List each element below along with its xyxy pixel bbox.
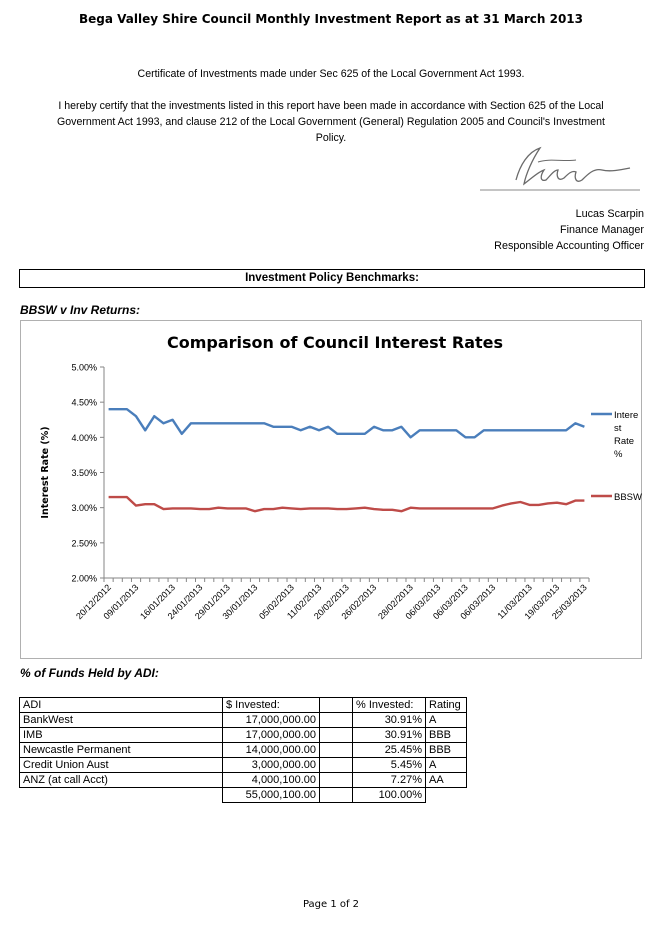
cell-adi: Credit Union Aust	[20, 758, 223, 773]
x-tick-label: 25/03/2013	[549, 582, 589, 622]
x-tick-label: 06/03/2013	[403, 582, 443, 622]
cell-pct: 5.45%	[353, 758, 426, 773]
x-tick-label: 20/02/2013	[311, 582, 351, 622]
x-tick-label: 16/01/2013	[138, 582, 178, 622]
total-blank	[20, 788, 223, 803]
x-tick-label: 06/03/2013	[430, 582, 470, 622]
page-number: Page 1 of 2	[302, 899, 360, 910]
certificate-line-1: I hereby certify that the investments listed in this report have been made in accordance with Section 625 of the Local	[58, 100, 604, 112]
cell-rating: BBB	[426, 728, 467, 743]
legend-label: BBSW	[614, 492, 642, 503]
signatory-role: Responsible Accounting Officer	[494, 240, 644, 252]
report-title: Bega Valley Shire Council Monthly Investment Report as at 31 March 2013	[78, 12, 584, 26]
header-rating: Rating	[426, 698, 467, 713]
x-tick-label: 11/02/2013	[285, 582, 324, 621]
certificate-line-2: Government Act 1993, and clause 212 of the Local Government (General) Regulation 2005 and Council's Investment	[57, 116, 605, 128]
cell-adi: BankWest	[20, 713, 223, 728]
cell-adi: ANZ (at call Acct)	[20, 773, 223, 788]
legend-label: Rate	[614, 436, 635, 447]
x-tick-label: 06/03/2013	[458, 582, 498, 622]
y-tick-label: 4.50%	[71, 397, 97, 408]
cell-spacer	[320, 713, 353, 728]
cell-invested: 17,000,000.00	[223, 713, 320, 728]
total-spacer	[320, 788, 353, 803]
x-tick-label: 24/01/2013	[165, 582, 205, 622]
signatory-position: Finance Manager	[559, 224, 644, 236]
certificate-line-3: Policy.	[315, 132, 347, 144]
cell-invested: 3,000,000.00	[223, 758, 320, 773]
table-row	[20, 773, 467, 788]
x-tick-label: 28/02/2013	[376, 582, 415, 622]
bbsw-section-label: BBSW v Inv Returns:	[20, 303, 141, 317]
x-tick-label: 20/12/2012	[74, 582, 113, 622]
cell-invested: 4,000,100.00	[223, 773, 320, 788]
signatory-name: Lucas Scarpin	[575, 208, 644, 220]
table-total-row	[20, 788, 467, 803]
y-tick-label: 2.50%	[71, 538, 97, 549]
legend-label: %	[614, 449, 623, 460]
x-tick-label: 19/03/2013	[522, 582, 562, 622]
table-row	[20, 728, 467, 743]
cell-rating: AA	[426, 773, 467, 788]
cell-spacer	[320, 728, 353, 743]
funds-section-label: % of Funds Held by ADI:	[20, 666, 159, 680]
cell-pct: 25.45%	[353, 743, 426, 758]
header-pct: % Invested:	[353, 698, 426, 713]
cell-spacer	[320, 743, 353, 758]
cell-pct: 30.91%	[353, 713, 426, 728]
cell-rating: A	[426, 758, 467, 773]
cell-pct: 7.27%	[353, 773, 426, 788]
cell-spacer	[320, 773, 353, 788]
y-tick-label: 3.00%	[71, 503, 97, 514]
x-tick-label: 26/02/2013	[339, 582, 379, 622]
cell-spacer	[320, 758, 353, 773]
cell-rating: A	[426, 713, 467, 728]
chart-title: Comparison of Council Interest Rates	[166, 333, 504, 352]
y-tick-label: 2.00%	[71, 573, 97, 584]
x-tick-label: 05/02/2013	[257, 582, 297, 622]
table-header-row	[20, 698, 467, 713]
legend-label: st	[614, 423, 622, 434]
x-tick-label: 11/03/2013	[495, 582, 534, 621]
y-tick-label: 4.00%	[71, 432, 97, 443]
header-spacer	[320, 698, 353, 713]
interest-rate-chart	[20, 320, 642, 659]
table-row	[20, 743, 467, 758]
header-adi: ADI	[20, 698, 223, 713]
signature-image	[480, 140, 640, 200]
cell-pct: 30.91%	[353, 728, 426, 743]
cell-invested: 14,000,000.00	[223, 743, 320, 758]
total-blank-rating	[426, 788, 467, 803]
total-invested: 55,000,100.00	[223, 788, 320, 803]
y-tick-label: 3.50%	[71, 468, 97, 478]
funds-table	[19, 697, 467, 803]
total-pct: 100.00%	[353, 788, 426, 803]
cell-rating: BBB	[426, 743, 467, 758]
x-tick-label: 30/01/2013	[220, 582, 260, 622]
x-tick-label: 09/01/2013	[101, 582, 141, 622]
cell-adi: Newcastle Permanent	[20, 743, 223, 758]
chart-y-axis-label: Interest Rate (%)	[40, 426, 51, 519]
table-row	[20, 758, 467, 773]
legend-label: Intere	[614, 410, 639, 421]
cell-invested: 17,000,000.00	[223, 728, 320, 743]
y-tick-label: 5.00%	[71, 362, 97, 373]
x-tick-label: 29/01/2013	[193, 582, 232, 622]
certificate-heading: Certificate of Investments made under Sec 625 of the Local Government Act 1993.	[137, 68, 525, 80]
cell-adi: IMB	[20, 728, 223, 743]
benchmarks-heading: Investment Policy Benchmarks:	[19, 269, 645, 288]
header-invested: $ Invested:	[223, 698, 320, 713]
table-row	[20, 713, 467, 728]
